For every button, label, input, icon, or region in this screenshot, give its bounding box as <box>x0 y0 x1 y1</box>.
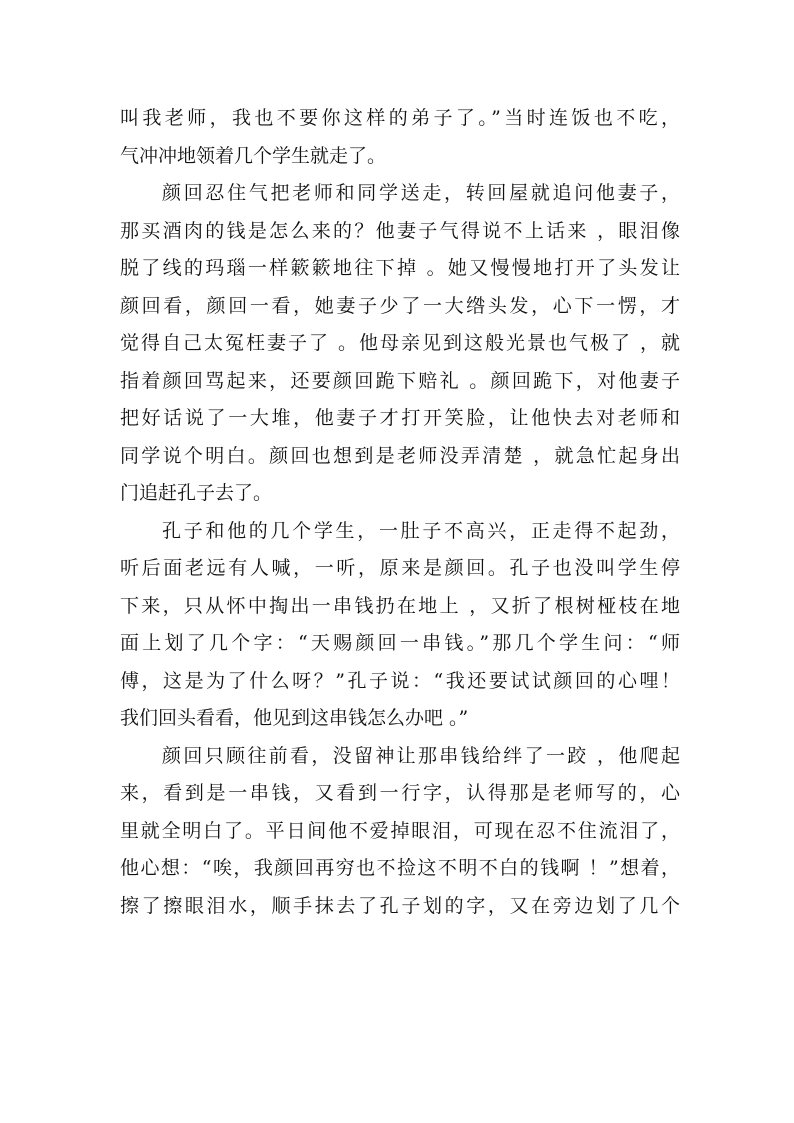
text-line: 擦了擦眼泪水，顺手抹去了孔子划的字，又在旁边划了几个 <box>120 894 680 917</box>
text-line: 门追赶孔子去了。 <box>120 482 273 504</box>
text-line: 气冲冲地领着几个学生就走了。 <box>120 144 387 167</box>
text-line: 指着颜回骂起来，还要颜回跪下赔礼 。颜回跪下，对他妻子 <box>120 369 680 392</box>
text-line: 听后面老远有人喊，一听，原来是颜回。孔子也没叫学生停 <box>120 557 680 579</box>
text-line: 脱了线的玛瑙一样簌簌地往下掉 。她又慢慢地打开了头发让 <box>120 257 680 279</box>
story-text <box>120 100 680 925</box>
text-line: 那买酒肉的钱是怎么来的？他妻子气得说不上话来 ，眼泪像 <box>120 219 680 242</box>
text-line: 我们回头看看，他见到这串钱怎么办吧 。” <box>120 707 469 729</box>
text-line: 把好话说了一大堆，他妻子才打开笑脸，让他快去对老师和 <box>120 407 680 429</box>
text-line: 来，看到是一串钱，又看到一行字，认得那是老师写的，心 <box>120 782 680 804</box>
text-line: 觉得自己太冤枉妻子了 。他母亲见到这般光景也气极了 ，就 <box>120 332 680 354</box>
text-line: 面上划了几个字：“天赐颜回一串钱。”那几个学生问：“师 <box>120 632 680 654</box>
text-line: 下来，只从怀中掏出一串钱扔在地上 ，又折了根树桠枝在地 <box>120 594 680 617</box>
text-line: 里就全明白了。平日间他不爱掉眼泪，可现在忍不住流泪了， <box>120 819 680 842</box>
text-line: 同学说个明白。颜回也想到是老师没弄清楚 ，就急忙起身出 <box>120 444 680 467</box>
paragraph-start-line: 颜回忍住气把老师和同学送走，转回屋就追问他妻子， <box>162 182 680 204</box>
text-line: 傅，这是为了什么呀？”孔子说：“我还要试试颜回的心哩！ <box>120 669 680 692</box>
paragraph-start-line: 孔子和他的几个学生，一肚子不高兴，正走得不起劲， <box>162 519 680 542</box>
paragraph-start-line: 颜回只顾往前看，没留神让那串钱给绊了一跤 ，他爬起 <box>162 744 680 767</box>
text-line: 他心想：“唉，我颜回再穷也不捡这不明不白的钱啊 ！”想着， <box>120 857 680 879</box>
text-line: 颜回看，颜回一看，她妻子少了一大绺头发，心下一愣，才 <box>120 294 680 317</box>
text-line: 叫我老师，我也不要你这样的弟子了。”当时连饭也不吃， <box>120 107 680 129</box>
